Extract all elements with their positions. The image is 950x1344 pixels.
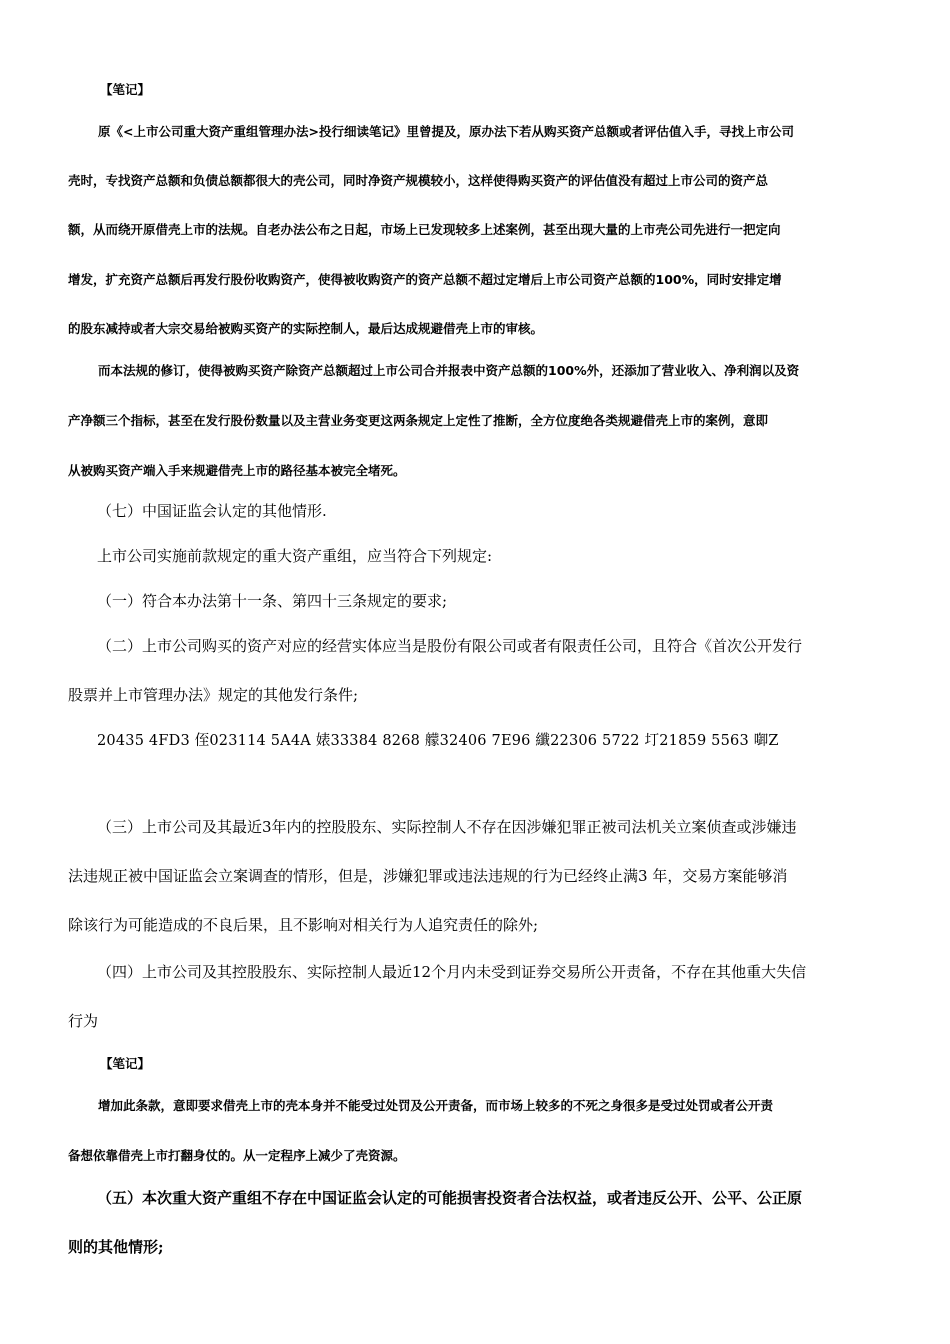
note-paragraph-line: 备想依靠借壳上市打翻身仗的。从一定程序上减少了壳资源。 — [68, 1148, 406, 1163]
body-line: （七）中国证监会认定的其他情形. — [97, 502, 327, 520]
note-paragraph-line: 增加此条款，意即要求借壳上市的壳本身并不能受过处罚及公开责备，而市场上较多的不死之身很多是受过处罚或者公开责 — [98, 1098, 774, 1113]
note-paragraph-line: 从被购买资产端入手来规避借壳上市的路径基本被完全堵死。 — [68, 463, 406, 478]
encoded-text-line: 20435 4FD3 侄023114 5A4A 婊33384 8268 艨32406 7E96 纖22306 5722 圢21859 5563 啣Z — [97, 733, 779, 749]
body-line: 法违规正被中国证监会立案调查的情形，但是，涉嫌犯罪或违法违规的行为已经终止满3 年，交易方案能够消 — [68, 867, 788, 885]
body-line: 除该行为可能造成的不良后果，且不影响对相关行为人追究责任的除外; — [68, 916, 539, 934]
note-heading: 【笔记】 — [100, 82, 151, 97]
note-paragraph-line: 而本法规的修订，使得被购买资产除资产总额超过上市公司合并报表中资产总额的100%外，还添加了营业收入、净利润以及资 — [98, 363, 800, 378]
note-paragraph-line: 壳时，专找资产总额和负债总额都很大的壳公司，同时净资产规模较小，这样使得购买资产的评估值没有超过上市公司的资产总 — [68, 173, 769, 188]
body-line: （四）上市公司及其控股股东、实际控制人最近12个月内未受到证券交易所公开责备，不存在其他重大失信 — [97, 963, 807, 981]
body-line: 则的其他情形; — [68, 1238, 164, 1256]
note-paragraph-line: 增发，扩充资产总额后再发行股份收购资产，使得被收购资产的资产总额不超过定增后上市公司资产总额的100%，同时安排定增 — [68, 272, 782, 287]
note-paragraph-line: 的股东减持或者大宗交易给被购买资产的实际控制人，最后达成规避借壳上市的审核。 — [68, 321, 544, 336]
body-line: 上市公司实施前款规定的重大资产重组，应当符合下列规定: — [97, 547, 493, 565]
note-paragraph-line: 原《<上市公司重大资产重组管理办法>投行细读笔记》里曾提及，原办法下若从购买资产总额或者评估值入手，寻找上市公司 — [98, 124, 794, 139]
note-paragraph-line: 产净额三个指标，甚至在发行股份数量以及主营业务变更这两条规定上定性了推断，全方位度绝各类规避借壳上市的案例，意即 — [68, 413, 769, 428]
body-line: （二）上市公司购买的资产对应的经营实体应当是股份有限公司或者有限责任公司，且符合《首次公开发行 — [97, 637, 803, 655]
body-line: （五）本次重大资产重组不存在中国证监会认定的可能损害投资者合法权益，或者违反公开、公平、公正原 — [97, 1189, 803, 1207]
note-paragraph-line: 额，从而绕开原借壳上市的法规。自老办法公布之日起，市场上已发现较多上述案例，甚至出现大量的上市壳公司先进行一把定向 — [68, 222, 781, 237]
body-line: 行为 — [68, 1012, 99, 1030]
body-line: （一）符合本办法第十一条、第四十三条规定的要求; — [97, 592, 448, 610]
body-line: 股票并上市管理办法》规定的其他发行条件; — [68, 686, 359, 704]
body-line: （三）上市公司及其最近3年内的控股股东、实际控制人不存在因涉嫌犯罪正被司法机关立案侦查或涉嫌违 — [97, 818, 797, 836]
note-heading: 【笔记】 — [100, 1056, 151, 1071]
